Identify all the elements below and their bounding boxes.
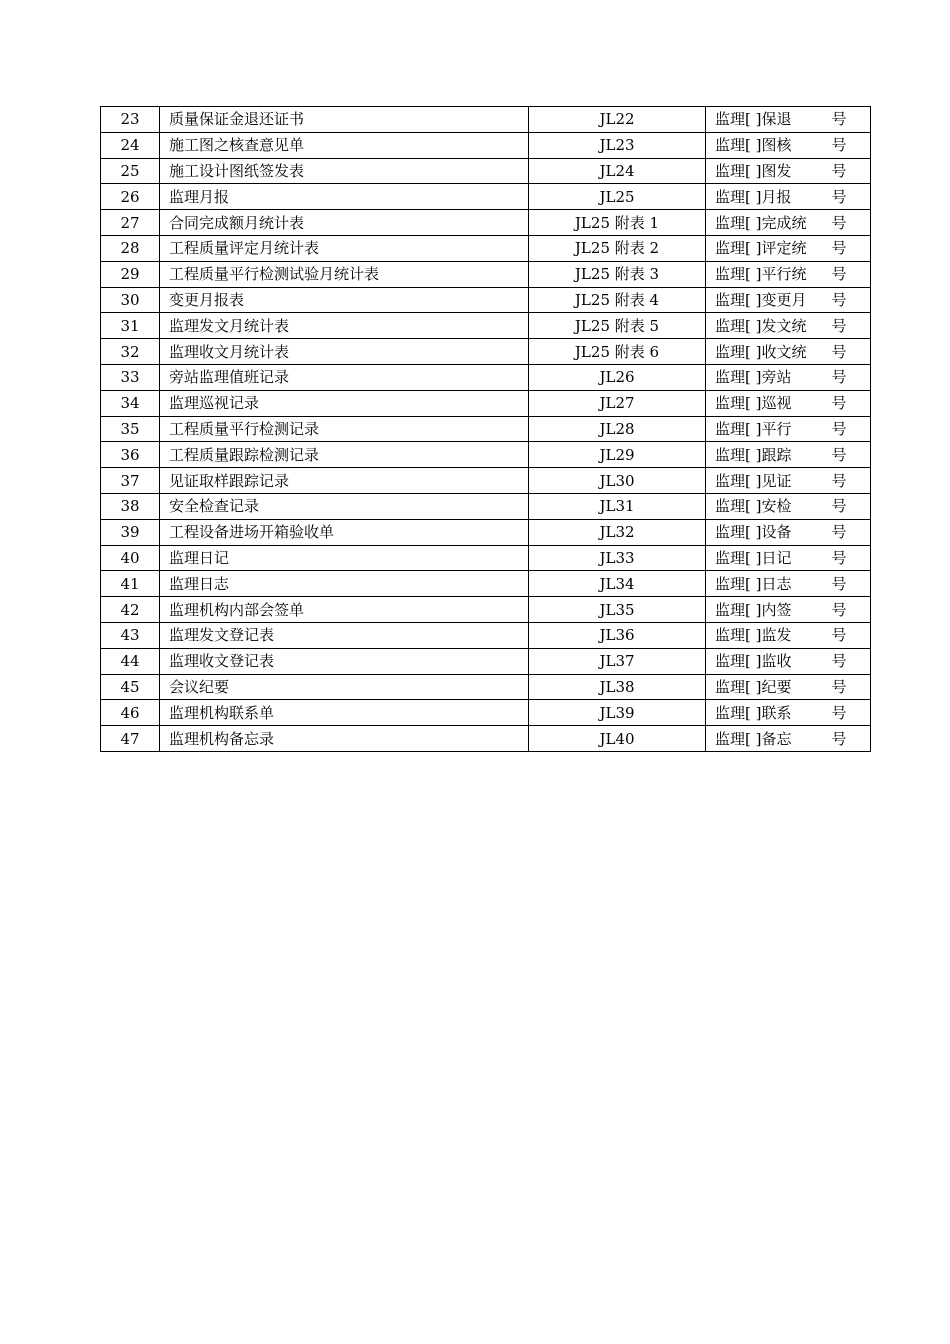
form-name: 施工图之核查意见单	[160, 132, 529, 158]
table-row	[101, 468, 871, 494]
ref-prefix: 监理[ ]	[715, 316, 762, 335]
document-number-format	[706, 700, 871, 726]
row-number: 36	[101, 442, 160, 468]
row-number: 30	[101, 287, 160, 313]
table-row	[101, 493, 871, 519]
table-row	[101, 442, 871, 468]
table-row	[101, 597, 871, 623]
table-row	[101, 210, 871, 236]
table-row	[101, 107, 871, 133]
ref-prefix: 监理[ ]	[715, 626, 762, 645]
table-row	[101, 726, 871, 752]
form-name: 工程质量评定月统计表	[160, 235, 529, 261]
form-name: 工程质量平行检测记录	[160, 416, 529, 442]
ref-abbreviation: 评定统	[761, 239, 807, 258]
form-name: 合同完成额月统计表	[160, 210, 529, 236]
ref-abbreviation: 图发	[761, 161, 792, 180]
form-code: JL28	[529, 416, 706, 442]
row-number: 46	[101, 700, 160, 726]
form-name: 工程质量平行检测试验月统计表	[160, 261, 529, 287]
row-number: 24	[101, 132, 160, 158]
table-row	[101, 313, 871, 339]
ref-suffix: 号	[831, 600, 847, 619]
document-number-format	[706, 261, 871, 287]
document-number-format	[706, 184, 871, 210]
document-number-format	[706, 597, 871, 623]
row-number: 43	[101, 622, 160, 648]
row-number: 31	[101, 313, 160, 339]
row-number: 39	[101, 519, 160, 545]
form-name: 会议纪要	[160, 674, 529, 700]
ref-prefix: 监理[ ]	[715, 600, 762, 619]
document-number-format	[706, 726, 871, 752]
document-number-format	[706, 313, 871, 339]
table-row	[101, 545, 871, 571]
ref-prefix: 监理[ ]	[715, 161, 762, 180]
form-code: JL35	[529, 597, 706, 623]
ref-abbreviation: 跟踪	[761, 445, 792, 464]
ref-abbreviation: 安检	[761, 497, 792, 516]
ref-prefix: 监理[ ]	[715, 445, 762, 464]
ref-abbreviation: 设备	[761, 523, 792, 542]
ref-prefix: 监理[ ]	[715, 368, 762, 387]
ref-abbreviation: 发文统	[761, 316, 807, 335]
ref-abbreviation: 平行统	[761, 265, 807, 284]
ref-prefix: 监理[ ]	[715, 652, 762, 671]
ref-prefix: 监理[ ]	[715, 729, 762, 748]
form-code: JL39	[529, 700, 706, 726]
form-name: 监理机构内部会签单	[160, 597, 529, 623]
ref-suffix: 号	[831, 445, 847, 464]
ref-abbreviation: 监发	[761, 626, 792, 645]
row-number: 42	[101, 597, 160, 623]
row-number: 27	[101, 210, 160, 236]
ref-abbreviation: 图核	[761, 136, 792, 155]
document-number-format	[706, 158, 871, 184]
ref-abbreviation: 日记	[761, 548, 792, 567]
row-number: 35	[101, 416, 160, 442]
ref-suffix: 号	[831, 652, 847, 671]
ref-prefix: 监理[ ]	[715, 574, 762, 593]
form-code: JL25 附表 1	[529, 210, 706, 236]
ref-abbreviation: 平行	[761, 419, 792, 438]
ref-prefix: 监理[ ]	[715, 677, 762, 696]
ref-prefix: 监理[ ]	[715, 290, 762, 309]
row-number: 45	[101, 674, 160, 700]
form-code: JL25 附表 2	[529, 235, 706, 261]
ref-abbreviation: 联系	[761, 703, 792, 722]
form-name: 监理机构备忘录	[160, 726, 529, 752]
ref-prefix: 监理[ ]	[715, 213, 762, 232]
ref-prefix: 监理[ ]	[715, 703, 762, 722]
ref-prefix: 监理[ ]	[715, 419, 762, 438]
form-code: JL24	[529, 158, 706, 184]
row-number: 29	[101, 261, 160, 287]
row-number: 34	[101, 390, 160, 416]
ref-prefix: 监理[ ]	[715, 110, 762, 129]
row-number: 47	[101, 726, 160, 752]
form-name: 质量保证金退还证书	[160, 107, 529, 133]
ref-abbreviation: 月报	[761, 187, 792, 206]
ref-suffix: 号	[831, 110, 847, 129]
form-code: JL33	[529, 545, 706, 571]
table-body	[101, 107, 871, 752]
document-number-format	[706, 622, 871, 648]
document-number-format	[706, 674, 871, 700]
form-name: 变更月报表	[160, 287, 529, 313]
form-code: JL38	[529, 674, 706, 700]
form-name: 工程质量跟踪检测记录	[160, 442, 529, 468]
ref-suffix: 号	[831, 342, 847, 361]
form-code: JL22	[529, 107, 706, 133]
form-code: JL25	[529, 184, 706, 210]
form-code: JL36	[529, 622, 706, 648]
ref-suffix: 号	[831, 574, 847, 593]
ref-abbreviation: 旁站	[761, 368, 792, 387]
table-row	[101, 571, 871, 597]
form-code: JL34	[529, 571, 706, 597]
ref-prefix: 监理[ ]	[715, 342, 762, 361]
form-code: JL30	[529, 468, 706, 494]
row-number: 40	[101, 545, 160, 571]
table-row	[101, 700, 871, 726]
form-code: JL37	[529, 648, 706, 674]
row-number: 38	[101, 493, 160, 519]
ref-suffix: 号	[831, 368, 847, 387]
form-name: 工程设备进场开箱验收单	[160, 519, 529, 545]
ref-abbreviation: 内签	[761, 600, 792, 619]
form-code: JL25 附表 3	[529, 261, 706, 287]
document-number-format	[706, 519, 871, 545]
document-number-format	[706, 287, 871, 313]
form-name: 监理巡视记录	[160, 390, 529, 416]
ref-suffix: 号	[831, 187, 847, 206]
ref-suffix: 号	[831, 316, 847, 335]
document-number-format	[706, 493, 871, 519]
ref-prefix: 监理[ ]	[715, 548, 762, 567]
document-number-format	[706, 339, 871, 365]
table-row	[101, 132, 871, 158]
document-number-format	[706, 442, 871, 468]
ref-suffix: 号	[831, 471, 847, 490]
ref-prefix: 监理[ ]	[715, 497, 762, 516]
document-number-format	[706, 545, 871, 571]
ref-suffix: 号	[831, 394, 847, 413]
row-number: 26	[101, 184, 160, 210]
ref-suffix: 号	[831, 626, 847, 645]
document-number-format	[706, 416, 871, 442]
document-number-format	[706, 235, 871, 261]
ref-suffix: 号	[831, 136, 847, 155]
ref-prefix: 监理[ ]	[715, 136, 762, 155]
table-row	[101, 339, 871, 365]
ref-suffix: 号	[831, 703, 847, 722]
row-number: 28	[101, 235, 160, 261]
form-name: 监理机构联系单	[160, 700, 529, 726]
ref-suffix: 号	[831, 213, 847, 232]
form-code: JL26	[529, 364, 706, 390]
row-number: 33	[101, 364, 160, 390]
ref-suffix: 号	[831, 729, 847, 748]
row-number: 37	[101, 468, 160, 494]
form-name: 监理发文月统计表	[160, 313, 529, 339]
ref-suffix: 号	[831, 497, 847, 516]
form-name: 监理日志	[160, 571, 529, 597]
form-code: JL25 附表 6	[529, 339, 706, 365]
document-number-format	[706, 390, 871, 416]
ref-abbreviation: 监收	[761, 652, 792, 671]
ref-prefix: 监理[ ]	[715, 471, 762, 490]
row-number: 44	[101, 648, 160, 674]
ref-suffix: 号	[831, 523, 847, 542]
ref-abbreviation: 变更月	[761, 290, 807, 309]
table-row	[101, 287, 871, 313]
table-row	[101, 622, 871, 648]
ref-prefix: 监理[ ]	[715, 187, 762, 206]
ref-abbreviation: 保退	[761, 110, 792, 129]
ref-prefix: 监理[ ]	[715, 239, 762, 258]
table-row	[101, 158, 871, 184]
form-code: JL27	[529, 390, 706, 416]
form-code: JL40	[529, 726, 706, 752]
ref-abbreviation: 见证	[761, 471, 792, 490]
document-number-format	[706, 107, 871, 133]
ref-suffix: 号	[831, 265, 847, 284]
form-name: 监理收文月统计表	[160, 339, 529, 365]
document-number-format	[706, 468, 871, 494]
form-name: 施工设计图纸签发表	[160, 158, 529, 184]
form-code: JL23	[529, 132, 706, 158]
ref-prefix: 监理[ ]	[715, 394, 762, 413]
form-name: 监理月报	[160, 184, 529, 210]
table-row	[101, 416, 871, 442]
table-row	[101, 235, 871, 261]
ref-abbreviation: 日志	[761, 574, 792, 593]
ref-suffix: 号	[831, 677, 847, 696]
form-name: 安全检查记录	[160, 493, 529, 519]
document-number-format	[706, 648, 871, 674]
form-name: 监理日记	[160, 545, 529, 571]
form-code: JL32	[529, 519, 706, 545]
ref-suffix: 号	[831, 548, 847, 567]
form-name: 监理发文登记表	[160, 622, 529, 648]
table-row	[101, 364, 871, 390]
document-number-format	[706, 571, 871, 597]
form-code: JL31	[529, 493, 706, 519]
document-number-format	[706, 364, 871, 390]
ref-prefix: 监理[ ]	[715, 265, 762, 284]
ref-abbreviation: 巡视	[761, 394, 792, 413]
table-row	[101, 648, 871, 674]
table-row	[101, 674, 871, 700]
ref-abbreviation: 收文统	[761, 342, 807, 361]
table-row	[101, 184, 871, 210]
ref-abbreviation: 备忘	[761, 729, 792, 748]
form-code: JL25 附表 5	[529, 313, 706, 339]
form-index-table	[100, 106, 871, 752]
ref-abbreviation: 完成统	[761, 213, 807, 232]
row-number: 23	[101, 107, 160, 133]
row-number: 25	[101, 158, 160, 184]
ref-suffix: 号	[831, 161, 847, 180]
table-row	[101, 390, 871, 416]
ref-suffix: 号	[831, 239, 847, 258]
ref-suffix: 号	[831, 419, 847, 438]
table-row	[101, 261, 871, 287]
ref-abbreviation: 纪要	[761, 677, 792, 696]
row-number: 41	[101, 571, 160, 597]
form-name: 旁站监理值班记录	[160, 364, 529, 390]
form-code: JL25 附表 4	[529, 287, 706, 313]
form-code: JL29	[529, 442, 706, 468]
document-number-format	[706, 210, 871, 236]
ref-prefix: 监理[ ]	[715, 523, 762, 542]
form-name: 监理收文登记表	[160, 648, 529, 674]
table-row	[101, 519, 871, 545]
document-number-format	[706, 132, 871, 158]
form-name: 见证取样跟踪记录	[160, 468, 529, 494]
ref-suffix: 号	[831, 290, 847, 309]
row-number: 32	[101, 339, 160, 365]
